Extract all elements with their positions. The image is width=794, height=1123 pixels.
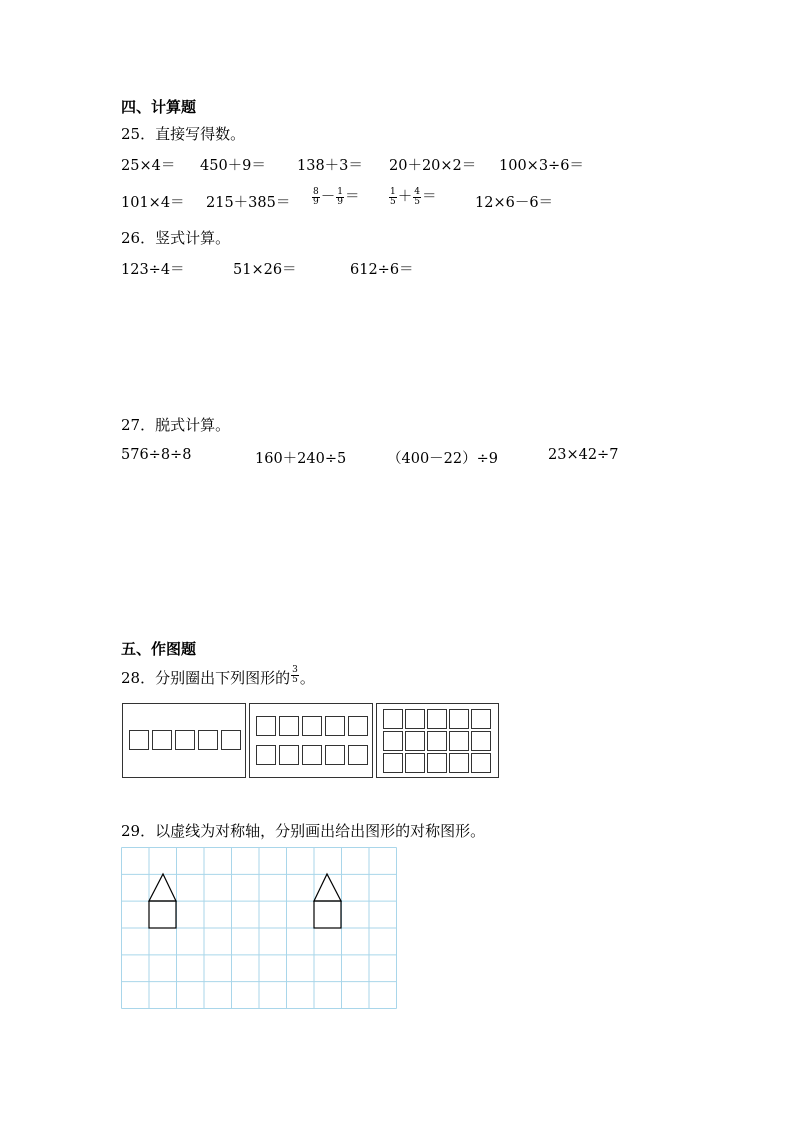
label-suffix: 。	[299, 669, 315, 687]
q25-expr-10: 12×6－6＝	[475, 195, 554, 211]
q25-expr-1: 25×4＝	[121, 158, 176, 174]
square	[383, 709, 403, 729]
shape-box-3	[376, 703, 499, 778]
equals: ＝	[344, 189, 360, 205]
q27-expr-2: 160＋240÷5	[255, 451, 347, 467]
square	[449, 731, 469, 751]
operator: ＋	[397, 189, 413, 205]
square	[302, 745, 322, 765]
q25-fraction-expr-1	[311, 185, 359, 207]
square	[152, 730, 172, 750]
operator: －	[320, 189, 336, 205]
triangle-roof	[314, 874, 341, 901]
square	[405, 731, 425, 751]
numerator: 4	[414, 186, 420, 197]
square	[427, 709, 447, 729]
square	[221, 730, 241, 750]
square	[198, 730, 218, 750]
q25-expr-6: 101×4＝	[121, 195, 185, 211]
q26-expr-2: 51×26＝	[233, 262, 297, 278]
triangle-roof	[149, 874, 176, 901]
fraction	[389, 188, 397, 207]
q25-expr-5: 100×3÷6＝	[499, 158, 584, 174]
q25-expr-3: 138＋3＝	[297, 158, 363, 174]
q27-expr-3: （400－22）÷9	[387, 451, 499, 467]
square	[325, 716, 345, 736]
square	[471, 709, 491, 729]
q26-expr-1: 123÷4＝	[121, 262, 185, 278]
denominator: 9	[313, 196, 319, 207]
square	[405, 753, 425, 773]
square	[383, 753, 403, 773]
square	[302, 716, 322, 736]
square-base	[149, 901, 176, 928]
shape-box-1	[122, 703, 246, 778]
q25-fraction-expr-2	[388, 185, 436, 207]
house-shape-right	[314, 874, 341, 928]
numerator: 1	[337, 186, 343, 197]
square	[405, 709, 425, 729]
question-27-label: 27．脱式计算。	[121, 416, 231, 434]
square	[449, 709, 469, 729]
square	[175, 730, 195, 750]
square	[279, 716, 299, 736]
square	[279, 745, 299, 765]
denominator: 5	[414, 196, 420, 207]
numerator: 8	[313, 186, 319, 197]
q25-expr-7: 215＋385＝	[206, 195, 291, 211]
question-29-label: 29．以虚线为对称轴，分别画出给出图形的对称图形。	[121, 822, 486, 840]
denominator: 5	[292, 675, 298, 685]
fraction	[336, 188, 344, 207]
square	[325, 745, 345, 765]
square	[256, 716, 276, 736]
question-25-label: 25．直接写得数。	[121, 125, 246, 143]
square	[348, 716, 368, 736]
denominator: 5	[390, 196, 396, 207]
square	[256, 745, 276, 765]
square	[427, 731, 447, 751]
square-base	[314, 901, 341, 928]
square	[129, 730, 149, 750]
q25-expr-4: 20＋20×2＝	[389, 158, 477, 174]
fraction	[413, 188, 421, 207]
square	[471, 753, 491, 773]
square	[427, 753, 447, 773]
label-text: 28．分别圈出下列图形的	[121, 669, 291, 687]
shape-box-2	[249, 703, 373, 778]
equals: ＝	[421, 189, 437, 205]
square	[383, 731, 403, 751]
section-5-title: 五、作图题	[121, 640, 197, 658]
square	[471, 731, 491, 751]
section-4-title: 四、计算题	[121, 98, 197, 116]
question-26-label: 26．竖式计算。	[121, 229, 231, 247]
symmetry-grid	[120, 846, 398, 1010]
fraction	[312, 188, 320, 207]
square	[449, 753, 469, 773]
fraction	[291, 666, 299, 685]
q25-expr-2: 450＋9＝	[200, 158, 266, 174]
question-28-label	[121, 666, 315, 688]
house-shape-left	[149, 874, 176, 928]
square	[348, 745, 368, 765]
numerator: 3	[292, 665, 298, 675]
q27-expr-1: 576÷8÷8	[121, 447, 192, 463]
q26-expr-3: 612÷6＝	[350, 262, 414, 278]
q27-expr-4: 23×42÷7	[548, 447, 619, 463]
numerator: 1	[390, 186, 396, 197]
denominator: 9	[337, 196, 343, 207]
